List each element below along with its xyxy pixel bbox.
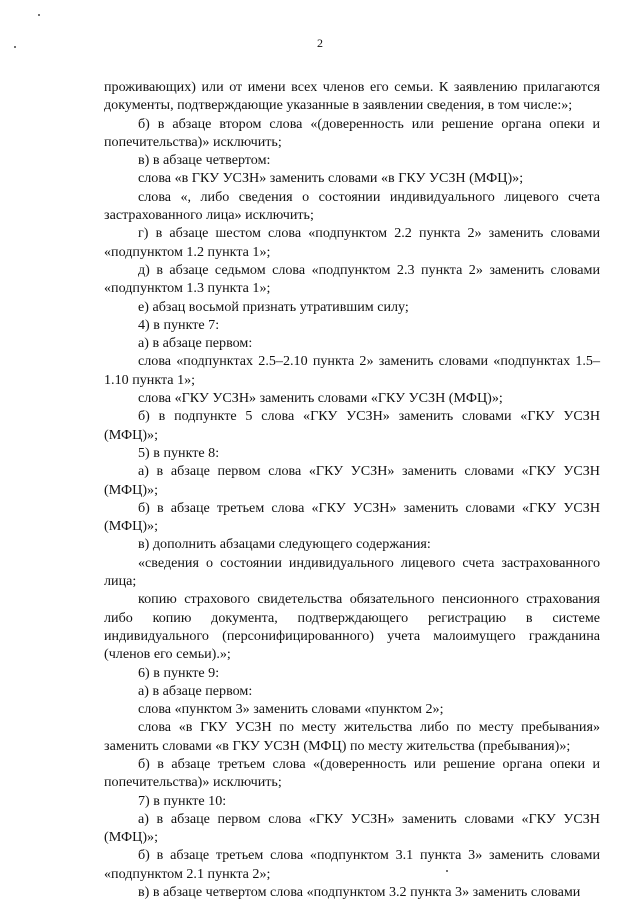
paragraph: г) в абзаце шестом слова «подпунктом 2.2 пункта 2» заменить словами «подпунктом 1.2 пункта 1»; — [104, 225, 600, 260]
paragraph: б) в абзаце третьем слова «подпунктом 3.1 пункта 3» заменить словами «подпунктом 2.1 пункта 2»; — [104, 847, 600, 882]
paragraph: б) в подпункте 5 слова «ГКУ УСЗН» заменить словами «ГКУ УСЗН (МФЦ)»; — [104, 408, 600, 443]
paragraph: д) в абзаце седьмом слова «подпунктом 2.3 пункта 2» заменить словами «подпунктом 1.3 пункта 1»; — [104, 261, 600, 297]
paragraph: слова «в ГКУ УСЗН» заменить словами «в ГКУ УСЗН (МФЦ)»; — [138, 170, 524, 187]
paragraph: в) дополнить абзацами следующего содержания: — [138, 536, 431, 553]
paragraph: 7) в пункте 10: — [138, 792, 227, 809]
paragraph: слова «подпунктах 2.5–2.10 пункта 2» заменить словами «подпунктах 1.5–1.10 пункта 1»; — [104, 353, 600, 388]
paragraph: 5) в пункте 8: — [138, 444, 220, 461]
paragraph: слова «, либо сведения о состоянии индивидуального лицевого счета застрахованного лица» исключить; — [104, 188, 600, 224]
paragraph: слова «в ГКУ УСЗН по месту жительства либо по месту пребывания» заменить словами «в ГКУ УСЗН (МФЦ) по месту жительства (пребывания)»; — [104, 719, 600, 754]
scan-speck — [38, 14, 40, 16]
paragraph: в) в абзаце четвертом слова «подпунктом 3.2 пункта 3» заменить словами — [138, 884, 581, 901]
paragraph: слова «ГКУ УСЗН» заменить словами «ГКУ УСЗН (МФЦ)»; — [138, 390, 503, 407]
paragraph: а) в абзаце первом слова «ГКУ УСЗН» заменить словами «ГКУ УСЗН (МФЦ)»; — [104, 463, 600, 498]
paragraph: «сведения о состоянии индивидуального лицевого счета застрахованного лица; — [104, 554, 600, 590]
paragraph: проживающих) или от имени всех членов его семьи. К заявлению прилагаются документы, подтверждающие указанные в заявлении сведения, в том числе:»; — [104, 79, 600, 114]
paragraph: 6) в пункте 9: — [138, 664, 220, 681]
document-body — [104, 78, 600, 901]
paragraph: копию страхового свидетельства обязательного пенсионного страхования либо копию документа, подтверждающего регистрацию в системе индивидуального (персонифицированного) учета малоимущего гражданина (членов его семьи).»; — [104, 591, 600, 663]
paragraph: а) в абзаце первом слова «ГКУ УСЗН» заменить словами «ГКУ УСЗН (МФЦ)»; — [104, 810, 600, 846]
paragraph: б) в абзаце третьем слова «ГКУ УСЗН» заменить словами «ГКУ УСЗН (МФЦ)»; — [104, 499, 600, 535]
paragraph: слова «пунктом 3» заменить словами «пунктом 2»; — [138, 701, 444, 718]
paragraph: б) в абзаце третьем слова «(доверенность или решение органа опеки и попечительства)» исключить; — [104, 755, 600, 791]
paragraph: 4) в пункте 7: — [138, 316, 220, 333]
paragraph: в) в абзаце четвертом: — [138, 152, 271, 169]
paragraph: б) в абзаце втором слова «(доверенность или решение органа опеки и попечительства)» исключить; — [104, 115, 600, 150]
page-number: 2 — [317, 36, 323, 50]
paragraph: а) в абзаце первом: — [138, 335, 253, 352]
paragraph: е) абзац восьмой признать утратившим силу; — [138, 298, 409, 315]
paragraph: а) в абзаце первом: — [138, 682, 253, 699]
